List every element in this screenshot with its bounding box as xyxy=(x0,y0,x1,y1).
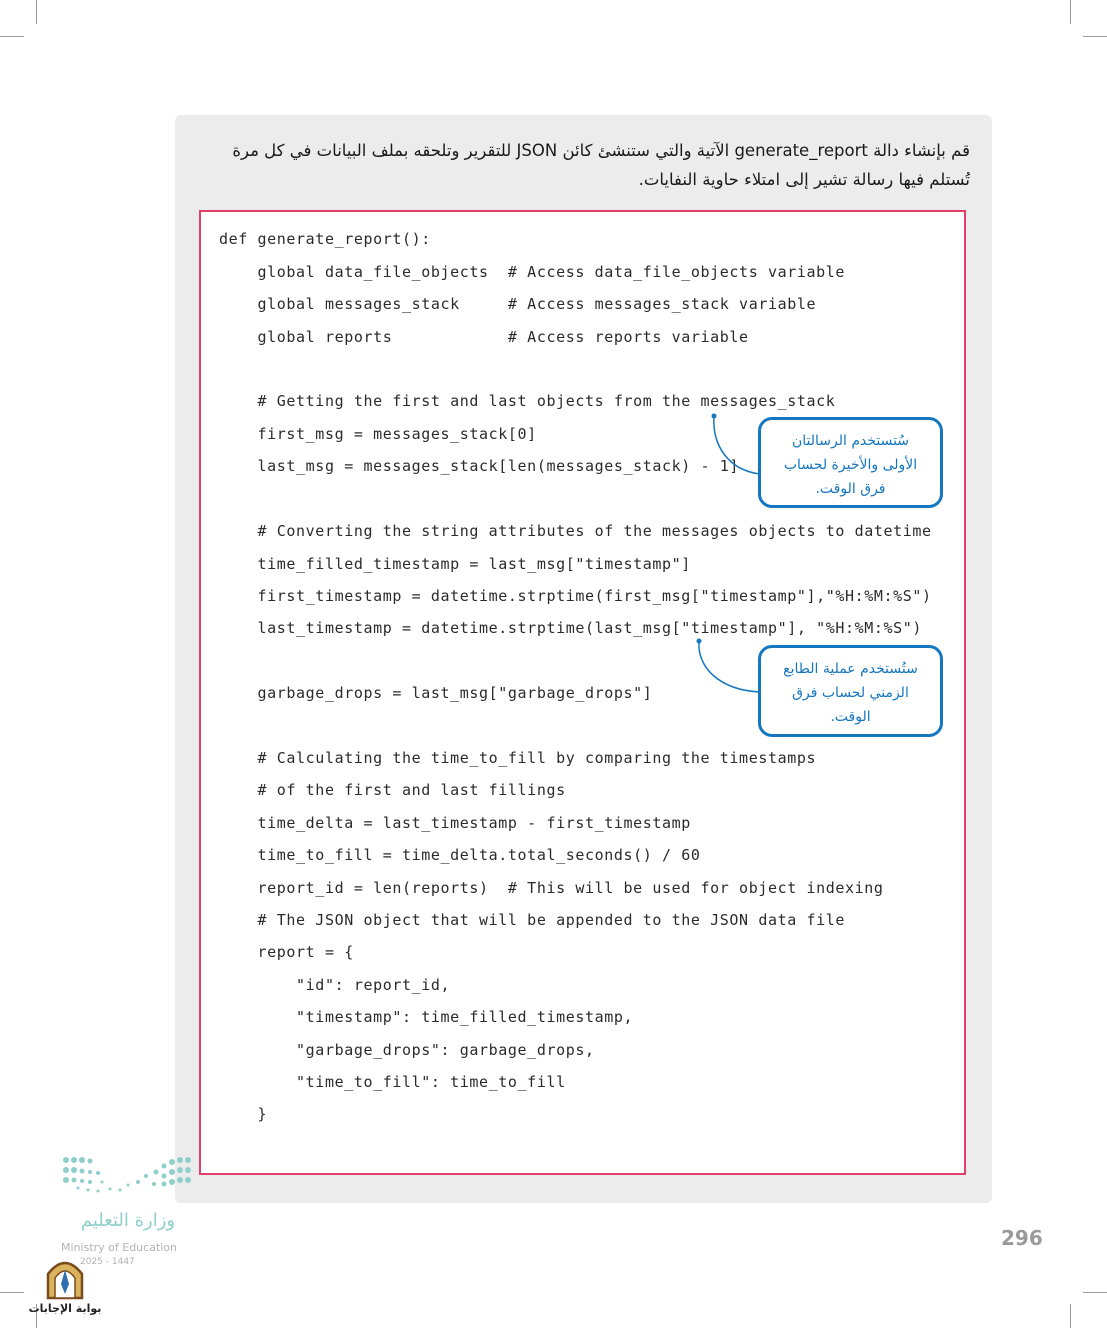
instruction-line-1: قم بإنشاء دالة generate_report الآتية والتي ستنشئ كائن JSON للتقرير وتلحقه بملف البيانات في كل مرة xyxy=(232,141,970,160)
code-line: "time_to_fill": time_to_fill xyxy=(219,1073,566,1091)
code-line: first_msg = messages_stack[0] xyxy=(219,425,537,443)
edition-year: 2025 - 1447 xyxy=(80,1257,135,1267)
code-line: # Getting the first and last objects from the messages_stack xyxy=(219,392,836,410)
code-line: first_timestamp = datetime.strptime(first_msg["timestamp"],"%H:%M:%S") xyxy=(219,587,932,605)
code-line: } xyxy=(219,1105,268,1123)
callout-timestamp xyxy=(758,645,943,737)
code-line: "timestamp": time_filled_timestamp, xyxy=(219,1008,634,1026)
callout-first-last-messages xyxy=(758,417,943,508)
code-line: def generate_report(): xyxy=(219,230,431,248)
page-number: 296 xyxy=(1001,1226,1043,1250)
code-line: global messages_stack # Access messages_stack variable xyxy=(219,295,817,313)
ministry-name-arabic: وزارة التعليم xyxy=(80,1210,176,1231)
code-line: report = { xyxy=(219,943,354,961)
callout-2-leader-dot xyxy=(697,639,702,644)
code-line: report_id = len(reports) # This will be used for object indexing xyxy=(219,879,884,897)
code-line: time_filled_timestamp = last_msg["timestamp"] xyxy=(219,555,691,573)
callout-1-line-2: الأولى والأخيرة لحساب xyxy=(783,457,918,473)
callout-2-leader xyxy=(699,641,760,692)
answers-portal-logo xyxy=(28,1254,108,1320)
code-line: # Converting the string attributes of the messages objects to datetime xyxy=(219,522,932,540)
portal-building-icon xyxy=(28,1254,102,1300)
callout-2-line-2: الزمني لحساب فرق xyxy=(792,685,909,701)
callout-2-line-3: الوقت. xyxy=(830,709,871,725)
callout-1-line-1: سُتستخدم الرسالتان xyxy=(791,433,910,449)
callout-2-line-1: ستُستخدم عملية الطابع xyxy=(783,661,918,677)
code-line: global data_file_objects # Access data_file_objects variable xyxy=(219,263,845,281)
code-line: time_delta = last_timestamp - first_timestamp xyxy=(219,814,691,832)
code-line: garbage_drops = last_msg["garbage_drops"] xyxy=(219,684,653,702)
callout-1-leader-dot xyxy=(712,414,717,419)
callout-1-leader xyxy=(714,416,760,474)
code-line: # Calculating the time_to_fill by comparing the timestamps xyxy=(219,749,817,767)
portal-name: بوابة الإجابات xyxy=(28,1302,102,1315)
code-line: time_to_fill = time_delta.total_seconds() / 60 xyxy=(219,846,701,864)
code-line: # The JSON object that will be appended to the JSON data file xyxy=(219,911,845,929)
callout-1-line-3: فرق الوقت. xyxy=(815,481,886,497)
ministry-name-english: Ministry of Education xyxy=(61,1241,178,1254)
code-line: # of the first and last fillings xyxy=(219,781,566,799)
code-line: last_timestamp = datetime.strptime(last_msg["timestamp"], "%H:%M:%S") xyxy=(219,619,923,637)
instruction-line-2: تُستلم فيها رسالة تشير إلى امتلاء حاوية النفايات. xyxy=(638,170,970,189)
code-line: "id": report_id, xyxy=(219,976,451,994)
code-line: last_msg = messages_stack[len(messages_stack) - 1] xyxy=(219,457,740,475)
ministry-dots-icon xyxy=(58,1152,203,1202)
code-line: "garbage_drops": garbage_drops, xyxy=(219,1041,595,1059)
code-line: global reports # Access reports variable xyxy=(219,328,749,346)
